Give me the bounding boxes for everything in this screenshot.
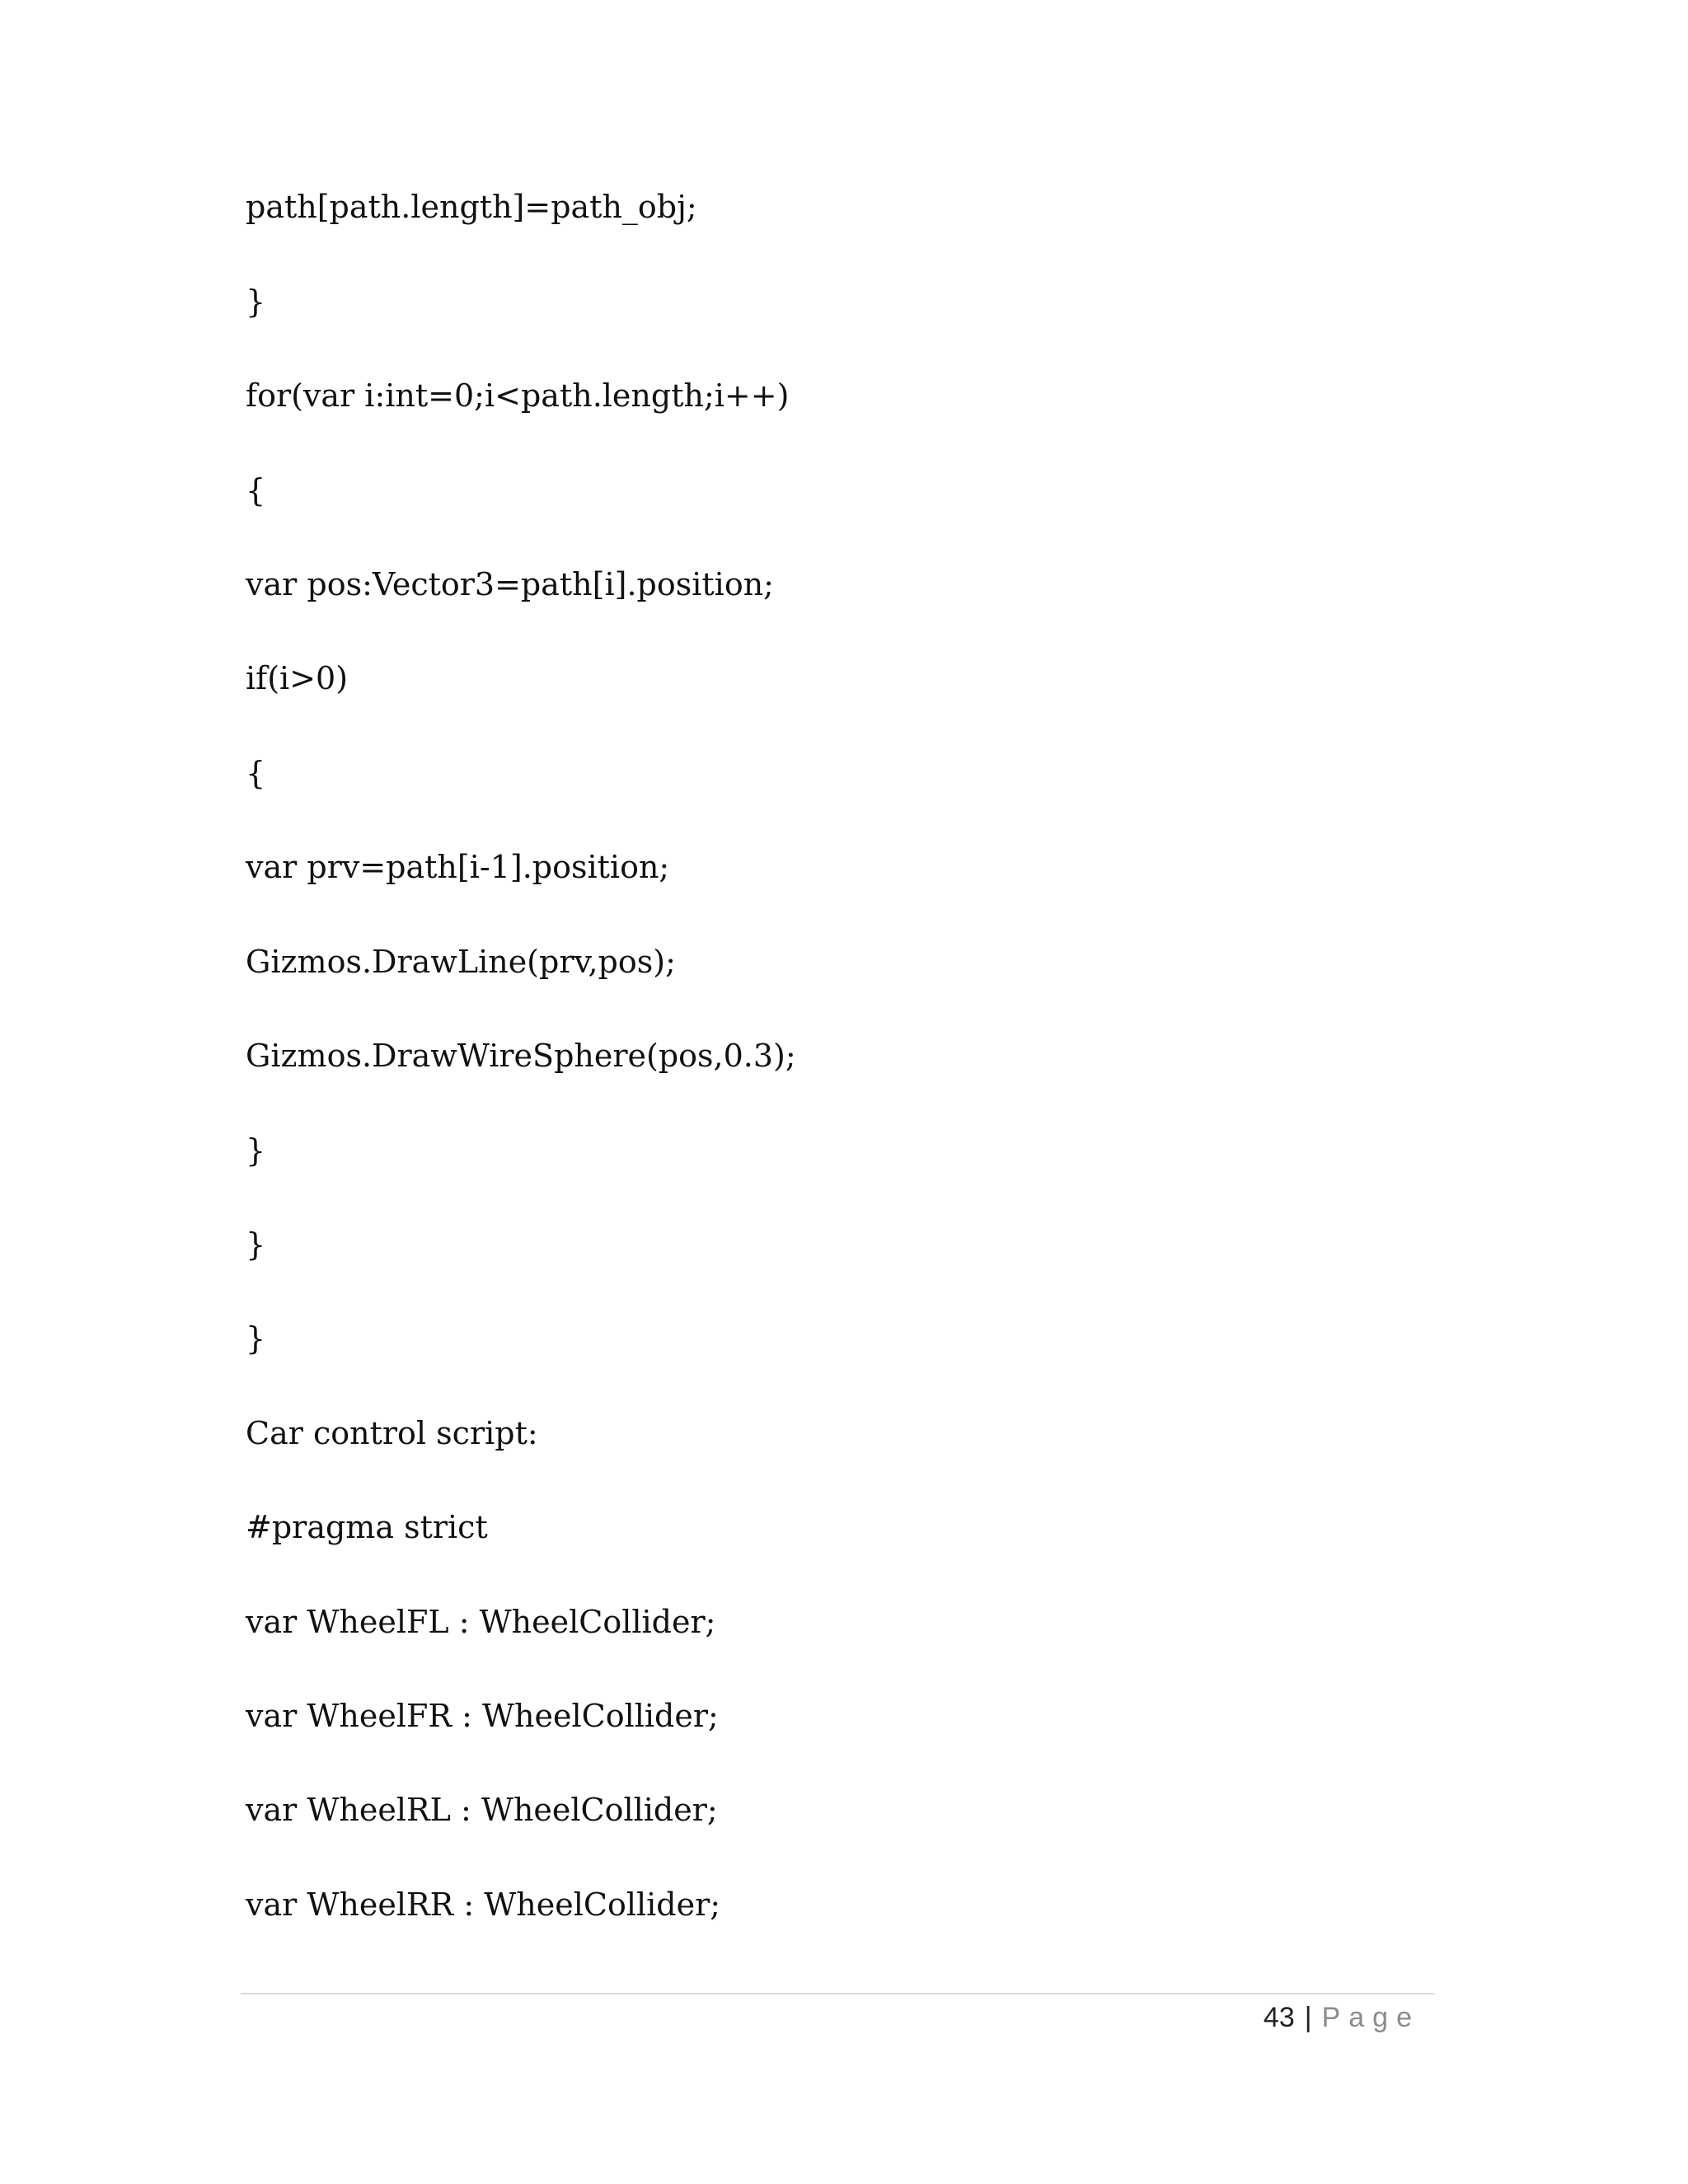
code-line: Gizmos.DrawWireSphere(pos,0.3); bbox=[246, 1038, 796, 1074]
code-line: } bbox=[246, 284, 266, 320]
code-line: var prv=path[i-1].position; bbox=[246, 849, 670, 885]
page-footer bbox=[1264, 2001, 1420, 2035]
code-line: var pos:Vector3=path[i].position; bbox=[246, 566, 774, 602]
code-line: } bbox=[246, 1226, 266, 1263]
code-line: path[path.length]=path_obj; bbox=[246, 189, 697, 225]
code-line: } bbox=[246, 1132, 266, 1169]
code-line: var WheelFL : WheelCollider; bbox=[246, 1604, 716, 1640]
code-line: for(var i:int=0;i<path.length;i++) bbox=[246, 377, 790, 414]
code-line: } bbox=[246, 1320, 266, 1357]
code-line: Gizmos.DrawLine(prv,pos); bbox=[246, 944, 676, 980]
code-line: { bbox=[246, 755, 266, 791]
page-label: Page bbox=[1321, 2002, 1420, 2033]
footer-divider bbox=[241, 1993, 1434, 1994]
code-line: var WheelRR : WheelCollider; bbox=[246, 1886, 721, 1923]
code-line: #pragma strict bbox=[246, 1509, 488, 1545]
page-number: 43 bbox=[1263, 2002, 1295, 2033]
code-line: if(i>0) bbox=[246, 660, 349, 696]
code-line: var WheelRL : WheelCollider; bbox=[246, 1792, 718, 1828]
code-line: { bbox=[246, 472, 266, 509]
code-line: var WheelFR : WheelCollider; bbox=[246, 1698, 719, 1734]
code-line: Car control script: bbox=[246, 1415, 538, 1451]
footer-separator: | bbox=[1304, 2002, 1312, 2033]
